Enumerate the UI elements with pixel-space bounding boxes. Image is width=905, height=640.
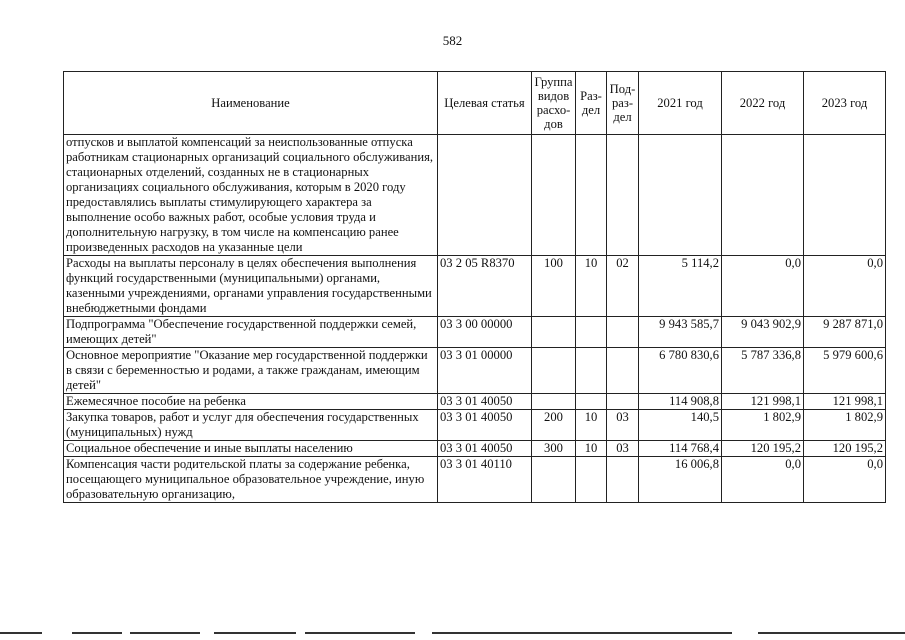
row-subsection xyxy=(607,317,639,348)
scan-edge-line xyxy=(432,632,732,634)
row-section: 10 xyxy=(576,410,607,441)
row-name: Подпрограмма "Обеспечение государственной поддержки семей, имеющих детей" xyxy=(64,317,438,348)
row-target xyxy=(438,135,532,256)
table-row xyxy=(64,441,886,457)
row-subsection: 02 xyxy=(607,256,639,317)
row-2021: 9 943 585,7 xyxy=(639,317,722,348)
row-name: отпусков и выплатой компенсаций за неиспользованные отпуска работникам стационарных организаций социального обслуживания, стационарных отделений, созданных не в стационарных организациях социального обслуживания, которым в 2020 году предоставлялись выплаты стимулирующего характера за выполнение особо важных работ, особые условия труда и дополнительную нагрузку, в том числе на компенсацию ранее произведенных расходов на указанные цели xyxy=(64,135,438,256)
row-subsection: 03 xyxy=(607,441,639,457)
header-section: Раз-дел xyxy=(576,72,607,135)
row-group xyxy=(532,457,576,503)
row-name: Основное мероприятие "Оказание мер государственной поддержки в связи с беременностью и родами, а также гражданам, имеющим детей" xyxy=(64,348,438,394)
scan-edge-line xyxy=(214,632,296,634)
row-subsection xyxy=(607,348,639,394)
scan-edge-line xyxy=(130,632,200,634)
row-name: Компенсация части родительской платы за содержание ребенка, посещающего муниципальное образовательное учреждение, иную образовательную организацию, xyxy=(64,457,438,503)
scan-edge-line xyxy=(0,632,42,634)
row-2021: 16 006,8 xyxy=(639,457,722,503)
header-subsection: Под-раз-дел xyxy=(607,72,639,135)
row-name: Социальное обеспечение и иные выплаты населению xyxy=(64,441,438,457)
row-group: 300 xyxy=(532,441,576,457)
row-group: 100 xyxy=(532,256,576,317)
row-target: 03 3 01 00000 xyxy=(438,348,532,394)
row-section xyxy=(576,457,607,503)
row-group xyxy=(532,135,576,256)
header-2023: 2023 год xyxy=(804,72,886,135)
scan-edge-line xyxy=(305,632,415,634)
row-group xyxy=(532,348,576,394)
page-number: 582 xyxy=(442,33,463,48)
row-name: Ежемесячное пособие на ребенка xyxy=(64,394,438,410)
row-target: 03 3 01 40050 xyxy=(438,394,532,410)
row-2023: 1 802,9 xyxy=(804,410,886,441)
row-subsection xyxy=(607,135,639,256)
scan-edge-line xyxy=(758,632,905,634)
row-2021: 6 780 830,6 xyxy=(639,348,722,394)
row-group: 200 xyxy=(532,410,576,441)
table-row xyxy=(64,317,886,348)
row-2022: 0,0 xyxy=(722,256,804,317)
row-target: 03 3 01 40050 xyxy=(438,410,532,441)
row-2021: 140,5 xyxy=(639,410,722,441)
table-row xyxy=(64,135,886,256)
row-2022: 121 998,1 xyxy=(722,394,804,410)
row-2023: 121 998,1 xyxy=(804,394,886,410)
row-subsection xyxy=(607,457,639,503)
row-target: 03 2 05 R8370 xyxy=(438,256,532,317)
row-subsection xyxy=(607,394,639,410)
table-row xyxy=(64,410,886,441)
header-target: Целевая статья xyxy=(438,72,532,135)
table-row xyxy=(64,348,886,394)
header-group: Группа видов расхо-дов xyxy=(532,72,576,135)
row-subsection: 03 xyxy=(607,410,639,441)
row-2021: 114 768,4 xyxy=(639,441,722,457)
row-2023 xyxy=(804,135,886,256)
row-2022: 1 802,9 xyxy=(722,410,804,441)
row-2022: 9 043 902,9 xyxy=(722,317,804,348)
row-2022: 0,0 xyxy=(722,457,804,503)
row-target: 03 3 01 40050 xyxy=(438,441,532,457)
table-row xyxy=(64,256,886,317)
row-2022: 120 195,2 xyxy=(722,441,804,457)
header-row xyxy=(64,72,886,135)
row-name: Закупка товаров, работ и услуг для обеспечения государственных (муниципальных) нужд xyxy=(64,410,438,441)
header-2021: 2021 год xyxy=(639,72,722,135)
table-row xyxy=(64,394,886,410)
header-name: Наименование xyxy=(64,72,438,135)
row-2023: 9 287 871,0 xyxy=(804,317,886,348)
row-2023: 120 195,2 xyxy=(804,441,886,457)
row-section xyxy=(576,135,607,256)
row-2022 xyxy=(722,135,804,256)
table-row xyxy=(64,457,886,503)
row-section xyxy=(576,394,607,410)
row-2023: 0,0 xyxy=(804,457,886,503)
row-2021 xyxy=(639,135,722,256)
row-group xyxy=(532,317,576,348)
row-section xyxy=(576,317,607,348)
row-target: 03 3 01 40110 xyxy=(438,457,532,503)
row-section: 10 xyxy=(576,441,607,457)
header-2022: 2022 год xyxy=(722,72,804,135)
scan-edge-line xyxy=(72,632,122,634)
row-2023: 5 979 600,6 xyxy=(804,348,886,394)
row-target: 03 3 00 00000 xyxy=(438,317,532,348)
row-section: 10 xyxy=(576,256,607,317)
row-section xyxy=(576,348,607,394)
row-group xyxy=(532,394,576,410)
row-name: Расходы на выплаты персоналу в целях обеспечения выполнения функций государственными (муниципальными) органами, казенными учреждениями, органами управления государственными внебюджетными фондами xyxy=(64,256,438,317)
row-2021: 114 908,8 xyxy=(639,394,722,410)
row-2021: 5 114,2 xyxy=(639,256,722,317)
budget-table xyxy=(63,71,886,503)
row-2023: 0,0 xyxy=(804,256,886,317)
row-2022: 5 787 336,8 xyxy=(722,348,804,394)
